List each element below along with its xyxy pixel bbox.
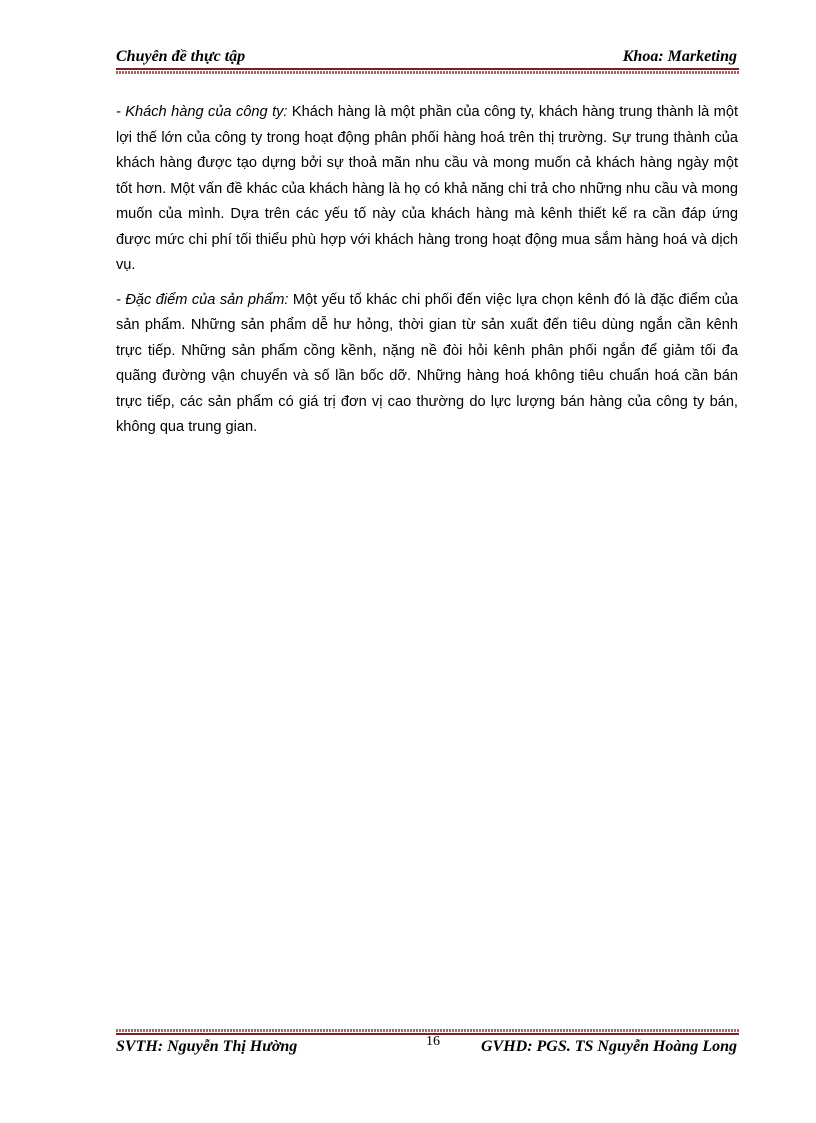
header-title: Chuyên đề thực tập (116, 48, 246, 65)
paragraph-product (116, 288, 738, 441)
header-rule (116, 68, 739, 74)
page-footer (116, 1034, 737, 1060)
header-department: Khoa: Marketing (622, 48, 737, 65)
footer-student: SVTH: Nguyễn Thị Hường (116, 1038, 298, 1055)
paragraph-text: Khách hàng là một phần của công ty, khách hàng trung thành là một lợi thế lớn của công ty trong hoạt động phân phối hàng hoá trên thị trường. Sự trung thành của khách hàng được tạo dựng bởi sự thoả mãn nhu cầu và mong muốn cả khách hàng ngày một tốt hơn. Một vấn đề khác của khách hàng là họ có khả năng chi trả cho những nhu cầu và mong muốn của mình. Dựa trên các yếu tố này của khách hàng mà kênh thiết kế ra cần đáp ứng được mức chi phí tối thiểu phù hợp với khách hàng trong hoạt động mua sắm hàng hoá và dịch vụ. (116, 104, 738, 273)
paragraph-lead: - Khách hàng của công ty: (116, 104, 288, 120)
body-text (116, 100, 738, 450)
footer-supervisor: GVHD: PGS. TS Nguyễn Hoàng Long (480, 1038, 737, 1055)
page-header (116, 46, 737, 68)
paragraph-lead: - Đặc điểm của sản phẩm: (116, 291, 289, 308)
paragraph-customers (116, 100, 738, 279)
page-number: 16 (426, 1034, 440, 1049)
paragraph-text: Một yếu tố khác chi phối đến việc lựa chọn kênh đó là đặc điểm của sản phẩm. Những sản phẩm dễ hư hỏng, thời gian từ sản xuất đến tiêu dùng ngắn cần kênh trực tiếp. Những sản phẩm cồng kềnh, nặng nề đòi hỏi kênh phân phối ngắn để giảm tối đa quãng đường vận chuyển và số lần bốc dỡ. Những hàng hoá không tiêu chuẩn hoá cần bán trực tiếp, các sản phẩm có giá trị đơn vị cao thường do lực lượng bán hàng của công ty bán, không qua trung gian. (116, 291, 738, 435)
